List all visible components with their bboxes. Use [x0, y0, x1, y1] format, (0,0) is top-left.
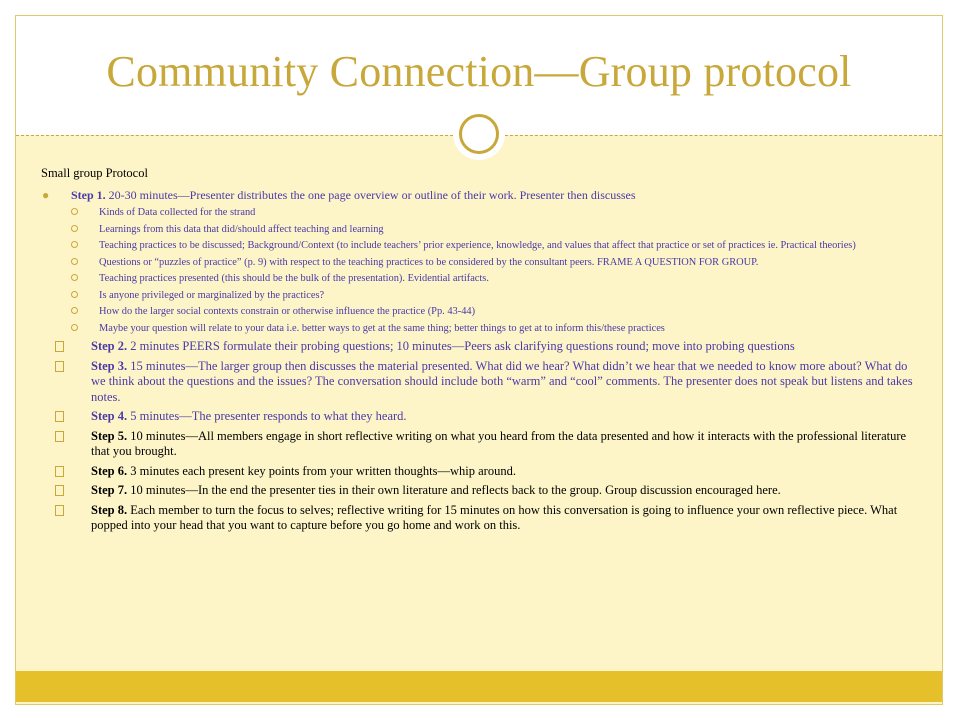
step-2-item: [41, 339, 921, 355]
sub-item-text: Teaching practices presented (this should be the bulk of the presentation). Evidential artifacts.: [99, 273, 489, 284]
box-bullet-icon: [55, 431, 64, 442]
step-5-item: [41, 429, 921, 460]
step-8-item: [41, 503, 921, 534]
step-label: Step 3.: [91, 358, 128, 373]
step-3-item: [41, 359, 921, 406]
circle-bullet-icon: [71, 241, 78, 248]
footer-band: [16, 671, 942, 702]
step-text: 5 minutes—The presenter responds to what they heard.: [127, 409, 407, 423]
sub-item: [41, 257, 921, 270]
box-bullet-icon: [55, 466, 64, 477]
box-bullet-icon: [55, 341, 64, 352]
step-text: 10 minutes—In the end the presenter ties in their own literature and reflects back to the group. Group discussion encouraged here.: [127, 483, 781, 497]
step-4-item: [41, 409, 921, 425]
circle-bullet-icon: [71, 274, 78, 281]
step-text: Each member to turn the focus to selves; reflective writing for 15 minutes on how this conversation is going to influence your own reflective piece. What popped into your head that you want to capture before you go home and work on this.: [91, 502, 898, 532]
section-heading: Small group Protocol: [41, 166, 148, 180]
sub-item-text: Teaching practices to be discussed; Background/Context (to include teachers’ prior experience, knowledge, and values that affect that practice or set of practices ie. Practical theories): [99, 240, 856, 251]
sub-item-text: Learnings from this data that did/should affect teaching and learning: [99, 223, 384, 235]
box-bullet-icon: [55, 411, 64, 422]
box-bullet-icon: [55, 505, 64, 516]
step-label: Step 4.: [91, 409, 128, 423]
circle-bullet-icon: [71, 208, 78, 215]
step-label: Step 8.: [91, 502, 128, 517]
step-1-item: [41, 188, 921, 203]
slide-title: Community Connection—Group protocol: [106, 47, 852, 96]
step-6-item: [41, 464, 921, 480]
sub-item: [41, 290, 921, 303]
sub-item-text: Kinds of Data collected for the strand: [99, 207, 256, 218]
step-text: 20-30 minutes—Presenter distributes the one page overview or outline of their work. Presenter then discusses: [105, 188, 636, 202]
sub-item: [41, 323, 921, 336]
step-label: Step 2.: [91, 339, 128, 353]
circle-ornament-icon: [453, 108, 505, 160]
sub-item: [41, 207, 921, 220]
step-text: 3 minutes each present key points from your written thoughts—whip around.: [127, 463, 516, 478]
sub-item-text: Maybe your question will relate to your data i.e. better ways to get at the same thing; better things to get at to inform this/these practices: [99, 322, 665, 334]
circle-bullet-icon: [71, 258, 78, 265]
slide: [15, 15, 943, 705]
step-text: 10 minutes—All members engage in short reflective writing on what you heard from the data presented and how it interacts with the professional literature that you brought.: [91, 428, 907, 458]
step-label: Step 5.: [91, 428, 128, 443]
step-text: 2 minutes PEERS formulate their probing questions; 10 minutes—Peers ask clarifying questions round; move into probing questions: [127, 339, 795, 353]
step-label: Step 7.: [91, 483, 128, 497]
step-text: 15 minutes—The larger group then discusses the material presented. What did we hear? What didn’t we hear that we needed to know more about? What do we think about the questions and the issues? The conversation should include both “warm” and “cool” comments. The presenter does not speak but listens and takes notes.: [91, 358, 913, 404]
sub-item-text: How do the larger social contexts constrain or otherwise influence the practice (Pp. 43-44): [99, 306, 476, 317]
box-bullet-icon: [55, 361, 64, 372]
circle-bullet-icon: [71, 307, 78, 314]
circle-bullet-icon: [71, 324, 78, 331]
sub-item-text: Is anyone privileged or marginalized by the practices?: [99, 289, 325, 301]
slide-body: [41, 166, 921, 538]
sub-item: [41, 273, 921, 286]
circle-bullet-icon: [71, 225, 78, 232]
step-label: Step 1.: [71, 188, 106, 202]
sub-item: [41, 224, 921, 237]
sub-item-text: Questions or “puzzles of practice” (p. 9) with respect to the teaching practices to be considered by the consultant peers. FRAME A QUESTION FOR GROUP.: [99, 256, 759, 268]
box-bullet-icon: [55, 485, 64, 496]
sub-item: [41, 240, 921, 253]
circle-bullet-icon: [71, 291, 78, 298]
step-label: Step 6.: [91, 463, 128, 478]
bullet-dot-icon: ●: [42, 188, 50, 202]
sub-item: [41, 306, 921, 319]
step-7-item: [41, 483, 921, 499]
